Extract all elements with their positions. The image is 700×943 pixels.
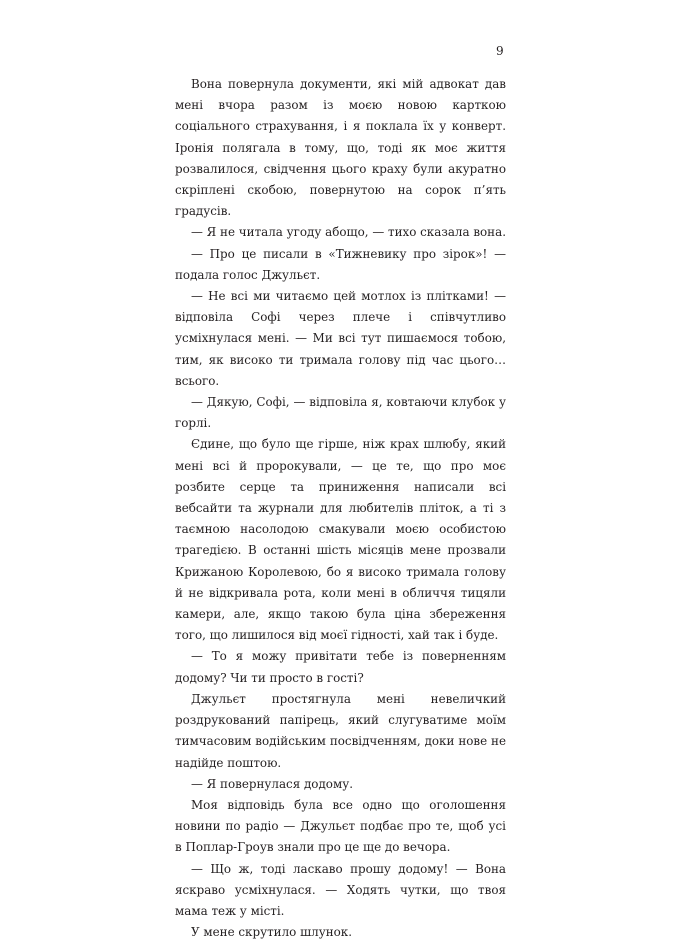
paragraph: — Що ж, тоді ласкаво прошу додому! — Вона яскраво усміхнулася. — Ходять чутки, що твоя мама теж у місті. <box>175 861 506 918</box>
paragraph: — Дякую, Софі, — відповіла я, ковтаючи клубок у горлі. <box>175 395 506 431</box>
paragraph: Вона повернула документи, які мій адвокат дав мені вчора разом із моєю новою карткою соціального страхування, і я поклала їх у конверт. Іронія полягала в тому, що, тоді як моє життя розвалилося, свідчення цього краху були акуратно скріплені скобою, повернутою на сорок п’ять градусів. <box>175 77 506 219</box>
page-number: 9 <box>496 44 504 58</box>
paragraph: — Я повернулася додому. <box>191 776 353 791</box>
paragraph: — То я можу привітати тебе із поверненням додому? Чи ти просто в гості? <box>175 649 506 685</box>
paragraph: У мене скрутило шлунок. <box>191 925 352 940</box>
body-text <box>175 74 506 943</box>
paragraph: Джульєт простягнула мені невеличкий роздрукований папірець, який слугуватиме моїм тимчасовим водійським посвідченням, доки нове не надійде поштою. <box>175 691 506 770</box>
paragraph: — Про це писали в «Тижневику про зірок»! — подала голос Джульєт. <box>175 246 506 282</box>
paragraph: Єдине, що було ще гірше, ніж крах шлюбу, який мені всі й пророкували, — це те, що про моє розбите серце та приниження написали всі вебсайти та журнали для любителів пліток, а ті з таємною насолодою смакували моєю особистою трагедією. В останні шість місяців мене прозвали Крижаною Королевою, бо я високо тримала голову й не відкривала рота, коли мені в обличчя тицяли камери, але, якщо такою була ціна збереження того, що лишилося від моєї гідності, хай так і буде. <box>175 437 506 643</box>
paragraph: — Я не читала угоду абощо, — тихо сказала вона. <box>191 225 506 240</box>
paragraph: Моя відповідь була все одно що оголошення новини по радіо — Джульєт подбає про те, щоб усі в Поплар-Гроув знали про це ще до вечора. <box>175 797 506 855</box>
paragraph: — Не всі ми читаємо цей мотлох із плітками! — відповіла Софі через плече і співчутливо усміхнулася мені. — Ми всі тут пишаємося тобою, тим, як високо ти тримала голову під час цього… всього. <box>175 289 506 388</box>
